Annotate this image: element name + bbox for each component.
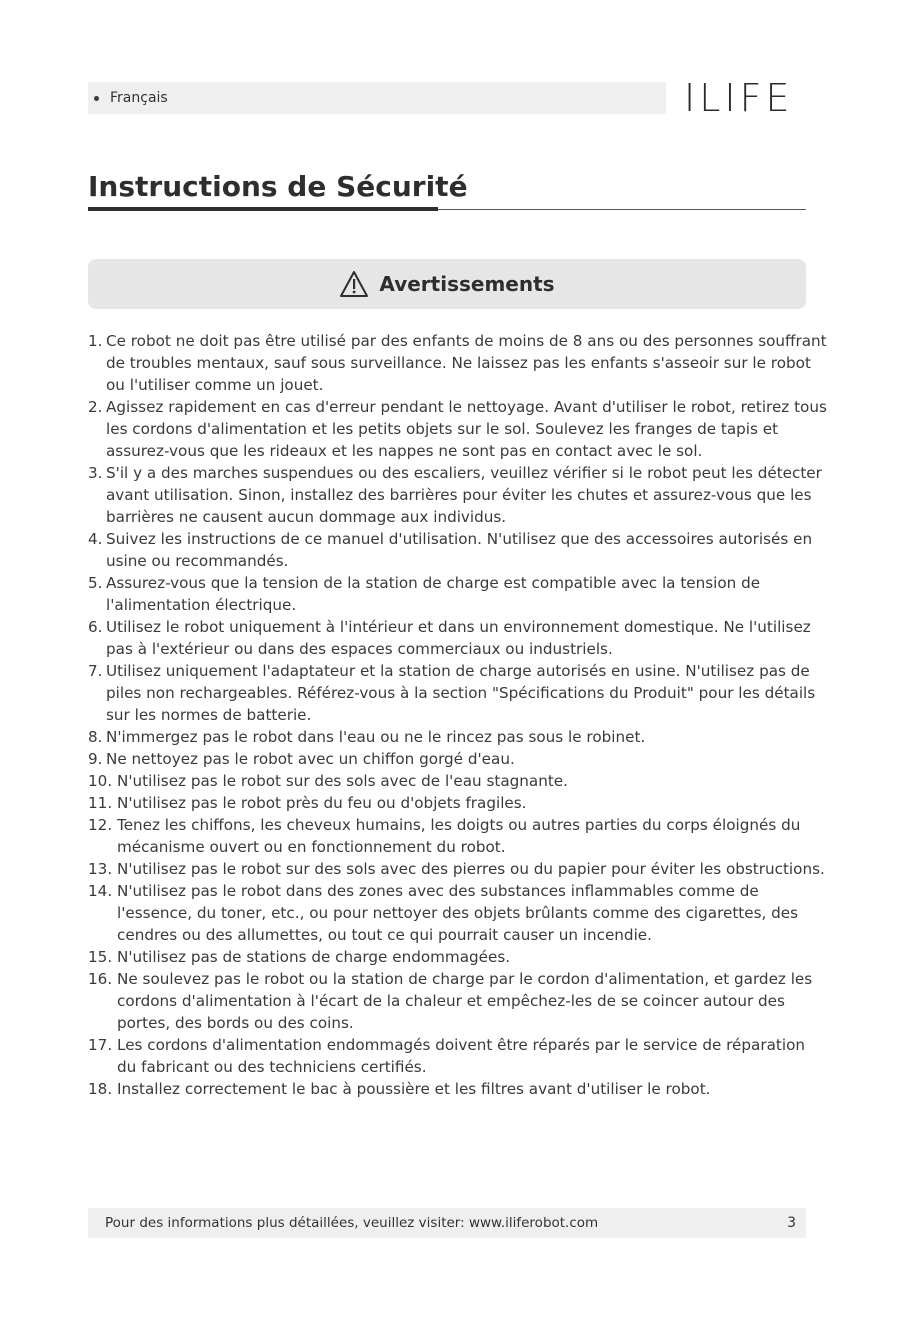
item-text: Ne soulevez pas le robot ou la station de charge par le cordon d'alimentation, et gardez les cordons d'alimentation à l'écart de la chaleur et empêchez-les de se coincer autour des portes, des bords ou des coins. (117, 970, 813, 1032)
list-item (88, 814, 828, 858)
item-text: Installez correctement le bac à poussière et les filtres avant d'utiliser le robot. (117, 1080, 711, 1098)
item-number: 15. (88, 948, 113, 966)
item-text: Tenez les chiffons, les cheveux humains, les doigts ou autres parties du corps éloignés du mécanisme ouvert ou en fonctionnement du robot. (117, 816, 801, 856)
divider-line (438, 209, 806, 210)
item-number: 1. (88, 332, 103, 350)
item-text: Ce robot ne doit pas être utilisé par des enfants de moins de 8 ans ou des personnes souffrant de troubles mentaux, sauf sous surveillance. Ne laissez pas les enfants s'asseoir sur le robot ou l'utiliser comme un jouet. (106, 332, 827, 394)
list-item (88, 770, 828, 792)
list-item (88, 616, 828, 660)
item-number: 10. (88, 772, 113, 790)
warning-title: Avertissements (379, 272, 555, 296)
language-bar (88, 82, 666, 114)
item-text: Ne nettoyez pas le robot avec un chiffon gorgé d'eau. (106, 750, 515, 768)
item-number: 5. (88, 574, 103, 592)
item-text: Assurez-vous que la tension de la station de charge est compatible avec la tension de l'alimentation électrique. (106, 574, 761, 614)
list-item (88, 396, 828, 462)
title-underline (88, 207, 438, 211)
warning-banner (88, 259, 806, 309)
item-text: N'immergez pas le robot dans l'eau ou ne le rincez pas sous le robinet. (106, 728, 646, 746)
footer-bar (88, 1208, 806, 1238)
list-item (88, 330, 828, 396)
language-label: Français (110, 90, 168, 106)
list-item (88, 726, 828, 748)
list-item (88, 572, 828, 616)
list-item (88, 660, 828, 726)
item-text: N'utilisez pas le robot dans des zones avec des substances inflammables comme de l'essence, du toner, etc., ou pour nettoyer des objets brûlants comme des cigarettes, des cendres ou des allumettes, ou tout ce qui pourrait causer un incendie. (117, 882, 799, 944)
list-item (88, 880, 828, 946)
item-text: N'utilisez pas le robot sur des sols avec des pierres ou du papier pour éviter les obstructions. (117, 860, 825, 878)
list-item (88, 858, 828, 880)
item-number: 16. (88, 970, 113, 988)
item-number: 12. (88, 816, 113, 834)
page-title: Instructions de Sécurité (88, 170, 468, 203)
list-item (88, 946, 828, 968)
item-text: Suivez les instructions de ce manuel d'utilisation. N'utilisez que des accessoires autorisés en usine ou recommandés. (106, 530, 813, 570)
list-item (88, 462, 828, 528)
item-number: 18. (88, 1080, 113, 1098)
footer-note: Pour des informations plus détaillées, veuillez visiter: www.iliferobot.com (105, 1215, 599, 1231)
item-number: 17. (88, 1036, 113, 1054)
item-text: Les cordons d'alimentation endommagés doivent être réparés par le service de réparation du fabricant ou des techniciens certifiés. (117, 1036, 805, 1076)
brand-logo: ILIFE (684, 76, 794, 120)
item-text: N'utilisez pas le robot sur des sols avec de l'eau stagnante. (117, 772, 568, 790)
item-number: 7. (88, 662, 103, 680)
list-item (88, 1078, 828, 1100)
list-item (88, 968, 828, 1034)
list-item (88, 1034, 828, 1078)
item-number: 6. (88, 618, 103, 636)
item-number: 3. (88, 464, 103, 482)
item-number: 13. (88, 860, 113, 878)
list-item (88, 792, 828, 814)
item-number: 9. (88, 750, 103, 768)
item-number: 11. (88, 794, 113, 812)
safety-instructions-list (88, 330, 828, 1100)
item-text: Utilisez uniquement l'adaptateur et la station de charge autorisés en usine. N'utilisez pas de piles non rechargeables. Référez-vous à la section "Spécifications du Produit" pour les détails sur les normes de batterie. (106, 662, 816, 724)
warning-triangle-icon (339, 270, 369, 298)
item-number: 2. (88, 398, 103, 416)
item-text: Utilisez le robot uniquement à l'intérieur et dans un environnement domestique. Ne l'utilisez pas à l'extérieur ou dans des espaces commerciaux ou industriels. (106, 618, 811, 658)
bullet-icon (94, 96, 99, 101)
item-text: N'utilisez pas le robot près du feu ou d'objets fragiles. (117, 794, 527, 812)
list-item (88, 748, 828, 770)
item-text: S'il y a des marches suspendues ou des escaliers, veuillez vérifier si le robot peut les détecter avant utilisation. Sinon, installez des barrières pour éviter les chutes et assurez-vous que les barrières ne causent aucun dommage aux individus. (106, 464, 822, 526)
item-text: N'utilisez pas de stations de charge endommagées. (117, 948, 511, 966)
item-number: 14. (88, 882, 113, 900)
list-item (88, 528, 828, 572)
item-number: 4. (88, 530, 103, 548)
item-text: Agissez rapidement en cas d'erreur pendant le nettoyage. Avant d'utiliser le robot, retirez tous les cordons d'alimentation et les petits objets sur le sol. Soulevez les franges de tapis et assurez-vous que les rideaux et les nappes ne sont pas en contact avec le sol. (106, 398, 827, 460)
item-number: 8. (88, 728, 103, 746)
page-number: 3 (787, 1215, 796, 1231)
